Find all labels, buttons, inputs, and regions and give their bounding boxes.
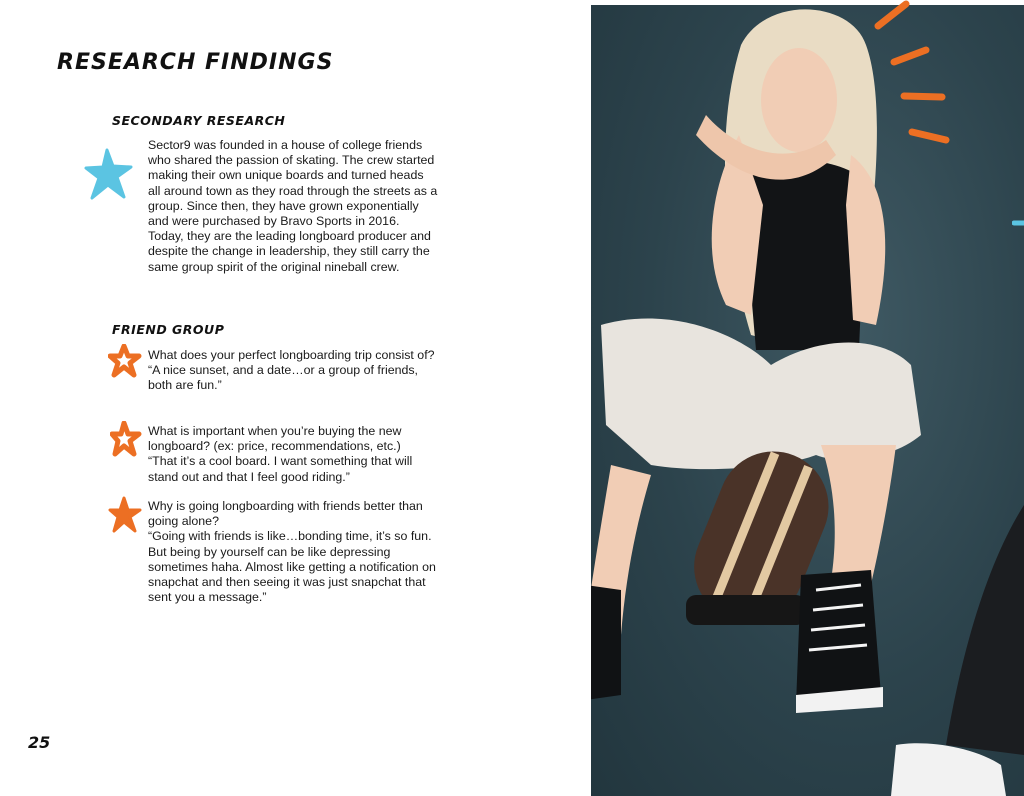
friend-group-item — [148, 424, 438, 485]
blue-star-doodle-icon — [84, 146, 134, 202]
blue-dash-doodle-icon — [1012, 218, 1024, 228]
orange-star-doodle-icon — [110, 421, 142, 457]
friend-group-heading: FRIEND GROUP — [112, 322, 225, 337]
friend-group-item — [148, 348, 438, 394]
friend-group-item — [148, 499, 438, 605]
orange-star-doodle-icon — [108, 344, 142, 378]
orange-star-doodle-icon — [108, 496, 142, 534]
page-title: RESEARCH FINDINGS — [57, 50, 334, 75]
interview-answer: “Going with friends is like…bonding time, it’s so fun. But being by yourself can be like depressing sometimes haha. Almost like getting a notification on snapchat and then seeing it was just snapchat that sent you a message.” — [148, 529, 436, 605]
interview-question: What is important when you’re buying the new longboard? (ex: price, recommendations, etc.) — [148, 424, 402, 454]
interview-answer: “A nice sunset, and a date…or a group of friends, both are fun.” — [148, 363, 419, 393]
secondary-research-paragraph: Sector9 was founded in a house of college friends who shared the passion of skating. The crew started making their own unique boards and turned heads all around town as they road through the streets as a group. Since then, they have grown exponentially and were purchased by Bravo Sports in 2016. Today, they are the leading longboard producer and despite the change in leadership, they still carry the same group spirit of the original nineball crew. — [148, 138, 438, 274]
secondary-research-heading: SECONDARY RESEARCH — [112, 113, 286, 128]
interview-question: Why is going longboarding with friends better than going alone? — [148, 499, 423, 529]
sun-rays-doodle-icon — [870, 0, 960, 150]
page-number: 25 — [28, 733, 51, 752]
interview-question: What does your perfect longboarding trip consist of? — [148, 348, 435, 362]
interview-answer: “That it’s a cool board. I want something that will stand out and that I feel good riding.” — [148, 454, 413, 484]
